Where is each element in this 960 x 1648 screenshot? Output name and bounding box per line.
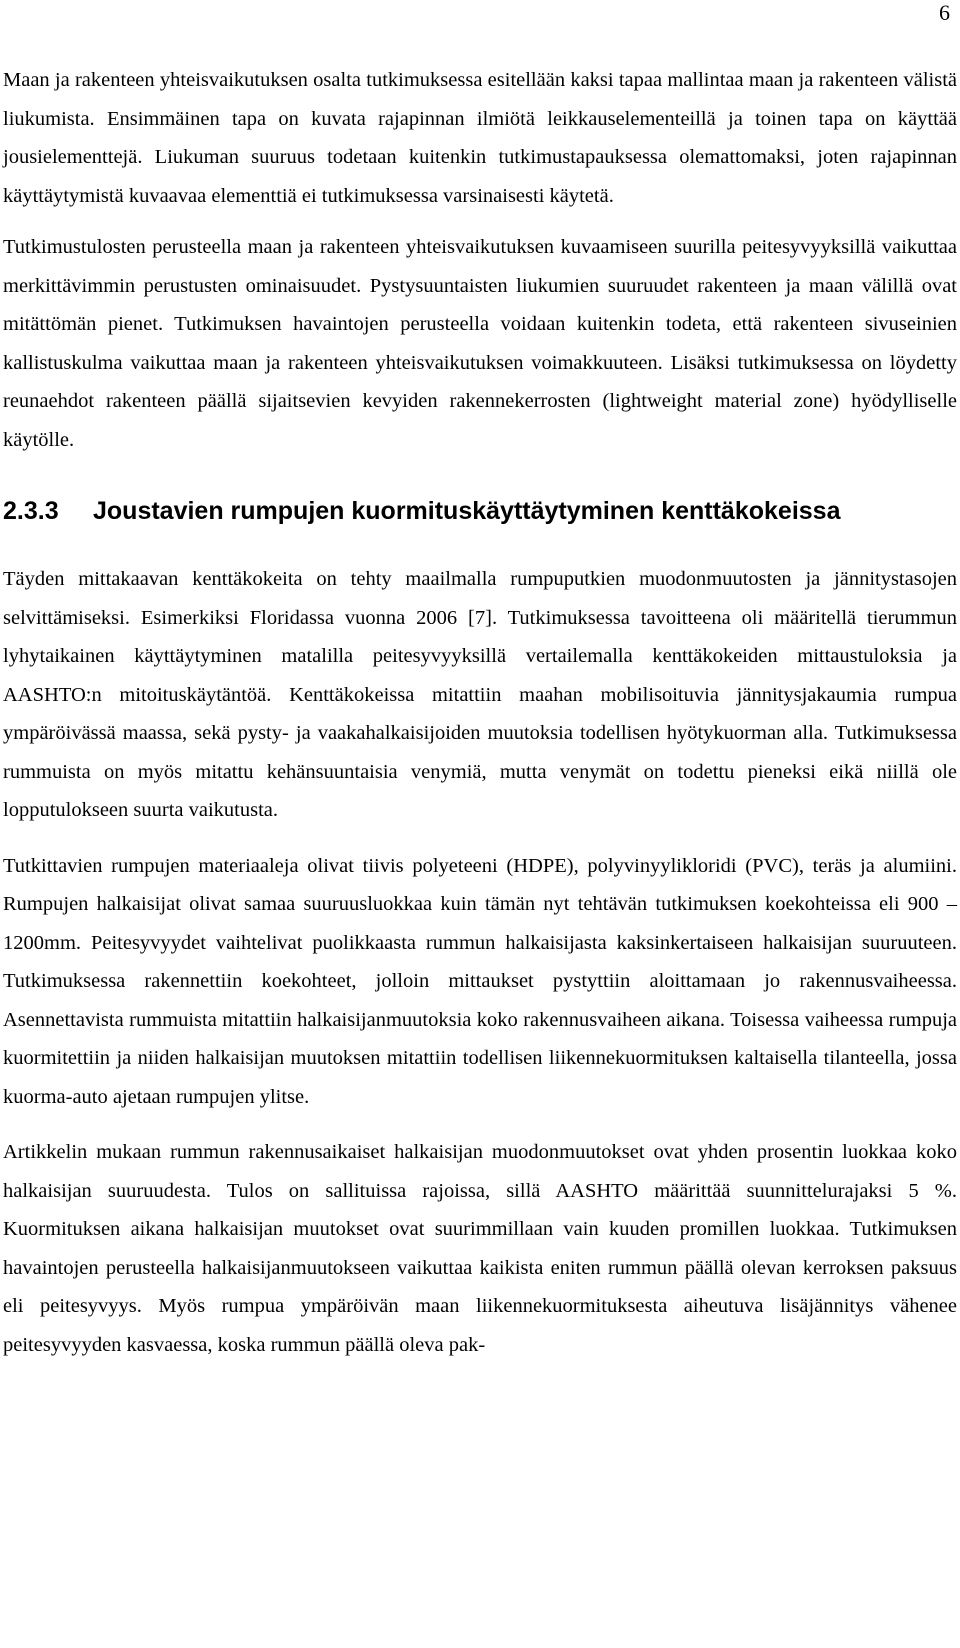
paragraph-research-results: Tutkimustulosten perusteella maan ja rakenteen yhteisvaikutuksen kuvaamiseen suurilla peitesyvyyksillä vaikuttaa merkittävimmin perustusten ominaisuudet. Pystysuuntaisten liukumien suuruudet rakenteen ja maan välillä ovat mitättömän pienet. Tutkimuksen havaintojen perusteella voidaan kuitenkin todeta, että rakenteen sivuseinien kallistuskulma vaikuttaa maan ja rakenteen yhteisvaikutuksen voimakkuuteen. Lisäksi tutkimuksessa on löydetty reunaehdot rakenteen päällä sijaitsevien kevyiden rakennekerrosten (lightweight material zone) hyödylliselle käytölle. <box>3 236 957 451</box>
paragraph-field-tests: Täyden mittakaavan kenttäkokeita on tehty maailmalla rumpuputkien muodonmuutosten ja jännitystasojen selvittämiseksi. Esimerkiksi Floridassa vuonna 2006 [7]. Tutkimuksessa tavoitteena oli määritellä tierummun lyhytaikainen käyttäytyminen matalilla peitesyvyyksillä vertailemalla kenttäkokeiden mittaustuloksia ja AASHTO:n mitoituskäytäntöä. Kenttäkokeissa mitattiin maahan mobilisoituvia jännitysjakaumia rumpua ympäröivässä maassa, sekä pysty- ja vaakahalkaisijoiden muutoksia todellisen hyötykuorman alla. Tutkimuksessa rummuista on myös mitattu kehänsuuntaisia venymiä, mutta venymät on todettu pieneksi eikä niillä ole lopputulokseen suurta vaikutusta. <box>3 568 957 821</box>
section-title: Joustavien rumpujen kuormituskäyttäytyminen kenttäkokeissa <box>93 497 841 525</box>
page-content <box>3 61 957 1364</box>
section-number: 2.3.3 <box>3 497 59 525</box>
section-heading <box>3 492 957 530</box>
paragraph-culvert-materials: Tutkittavien rumpujen materiaaleja olivat tiivis polyeteeni (HDPE), polyvinyylikloridi (PVC), teräs ja alumiini. Rumpujen halkaisijat olivat samaa suuruusluokkaa kuin tämän nyt tehtävän tutkimuksen koekohteissa eli 900 – 1200mm. Peitesyvyydet vaihtelivat puolikkaasta rummun halkaisijasta kaksinkertaiseen halkaisijan suuruuteen. Tutkimuksessa rakennettiin koekohteet, jolloin mittaukset pystyttiin aloittamaan jo rakennusvaiheessa. Asennettavista rummuista mitattiin halkaisijanmuutoksia koko rakennusvaiheen aikana. Toisessa vaiheessa rumpuja kuormitettiin ja niiden halkaisijan muutoksen mitattiin todellisen liikennekuormituksen kaltaisella tilanteella, jossa kuorma-auto ajetaan rumpujen ylitse. <box>3 854 957 1108</box>
paragraph-article-results: Artikkelin mukaan rummun rakennusaikaiset halkaisijan muodonmuutokset ovat yhden prosentin luokkaa koko halkaisijan suuruudesta. Tulos on sallituissa rajoissa, sillä AASHTO määrittää suunnittelurajaksi 5 %. Kuormituksen aikana halkaisijan muutokset ovat suurimmillaan vain kuuden promillen luokkaa. Tutkimuksen havaintojen perusteella halkaisijanmuutokseen vaikuttaa kaikista eniten rummun päällä olevan kerroksen paksuus eli peitesyvyys. Myös rumpua ympäröivän maan liikennekuormituksesta aiheutuva lisäjännitys vähenee peitesyvyyden kasvaessa, koska rummun päällä oleva pak- <box>3 1141 957 1356</box>
paragraph-interface-modelling: Maan ja rakenteen yhteisvaikutuksen osalta tutkimuksessa esitellään kaksi tapaa mallintaa maan ja rakenteen välistä liukumista. Ensimmäinen tapa on kuvata rajapinnan ilmiötä leikkauselementeillä ja toinen tapa on käyttää jousielementtejä. Liukuman suuruus todetaan kuitenkin tutkimustapauksessa olemattomaksi, joten rajapinnan käyttäytymistä kuvaavaa elementtiä ei tutkimuksessa varsinaisesti käytetä. <box>3 69 957 207</box>
page-number: 6 <box>939 0 950 25</box>
